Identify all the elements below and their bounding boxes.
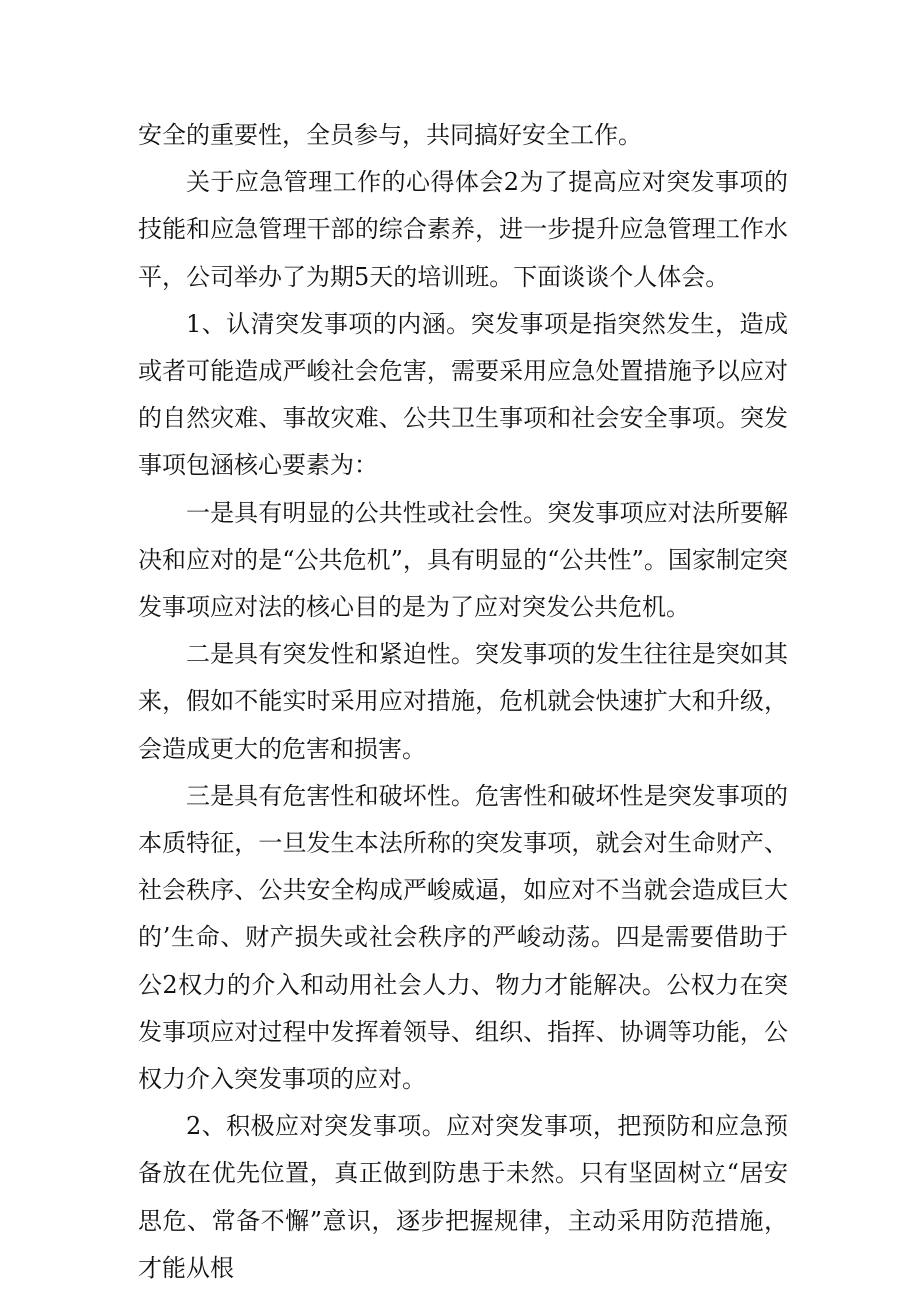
- document-body: [138, 112, 788, 1292]
- paragraph-intro: 关于应急管理工作的心得体会2为了提高应对突发事项的技能和应急管理干部的综合素养，进一步提升应急管理工作水平，公司举办了为期5天的培训班。下面谈谈个人体会。: [138, 168, 788, 291]
- paragraph-point-3: 三是具有危害性和破坏性。危害性和破坏性是突发事项的本质特征，一旦发生本法所称的突发事项，就会对生命财产、社会秩序、公共安全构成严峻威逼，如应对不当就会造成巨大的’生命、财产损失或社会秩序的严峻动荡。四是需要借助于公2权力的介入和动用社会人力、物力才能解决。公权力在突发事项应对过程中发挥着领导、组织、指挥、协调等功能，公权力介入突发事项的应对。: [138, 781, 788, 1094]
- paragraph-point-2: 二是具有突发性和紧迫性。突发事项的发生往往是突如其来，假如不能实时采用应对措施，危机就会快速扩大和升级，会造成更大的危害和损害。: [138, 640, 788, 763]
- paragraph-point-1: 一是具有明显的公共性或社会性。突发事项应对法所要解决和应对的是“公共危机”，具有明显的“公共性”。国家制定突发事项应对法的核心目的是为了应对突发公共危机。: [138, 498, 788, 622]
- paragraph-continuation: 安全的重要性，全员参与，共同搞好安全工作。: [138, 121, 642, 149]
- paragraph-section-2: 2、积极应对突发事项。应对突发事项，把预防和应急预备放在优先位置，真正做到防患于未然。只有坚固树立“居安思危、常备不懈”意识，逐步把握规律，主动采用防范措施，才能从根: [138, 1112, 788, 1282]
- paragraph-section-1: 1、认清突发事项的内涵。突发事项是指突然发生，造成或者可能造成严峻社会危害，需要采用应急处置措施予以应对的自然灾难、事故灾难、公共卫生事项和社会安全事项。突发事项包涵核心要素为：: [138, 309, 788, 480]
